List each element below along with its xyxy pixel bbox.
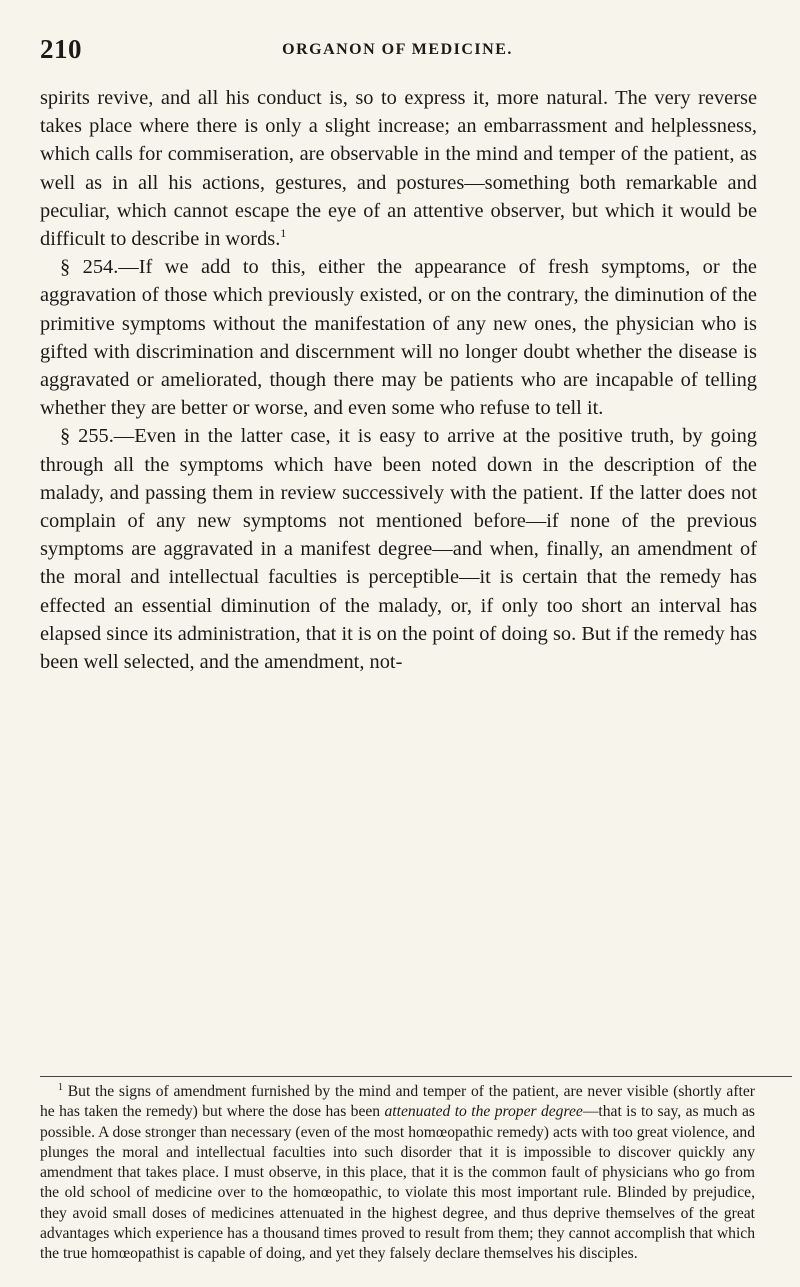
- footnote-mark: 1: [58, 1081, 63, 1093]
- page-header: [40, 34, 755, 64]
- footnote-text-start: But the signs of amendment furnished by the mind and temper of the patient, are never visible (shortly after he has taken the remedy) but where the dose has been: [40, 1083, 755, 1121]
- paragraph-section-254: § 254.—If we add to this, either the appearance of fresh symptoms, or the aggravation of those which previously existed, or on the contrary, the diminution of the primitive symptoms without the manifestation of any new ones, the physician who is gifted with discrimination and discernment will no longer doubt whether the disease is aggravated or ameliorated, though there may be patients who are incapable of telling whether they are better or worse, and even some who refuse to tell it.: [40, 256, 757, 420]
- paragraph-continuation: [40, 84, 757, 253]
- running-head: ORGANON OF MEDICINE.: [282, 41, 513, 58]
- paragraph-section-255: § 255.—Even in the latter case, it is easy to arrive at the positive truth, by going through all the symptoms which have been noted down in the description of the malady, and passing them in review successively with the patient. If the latter does not complain of any new symptoms not mentioned before—if none of the previous symptoms are aggravated in a manifest degree—and when, finally, an amendment of the moral and intellectual faculties is perceptible—it is certain that the remedy has effected an essential diminution of the malady, or, if only too short an interval has elapsed since its administration, that it is on the point of doing so. But if the remedy has been well selected, and the amendment, not-: [40, 425, 757, 674]
- page-number: 210: [40, 34, 82, 64]
- footnote-text-end: —that is to say, as much as possible. A dose stronger than necessary (even of the most homœopathic remedy) acts with too great violence, and plunges the moral and intellectual faculties into such disorder that it is impossible to discover quickly any amendment that takes place. I must observe, in this place, that it is the common fault of physicians who go from the old school of medicine over to the homœopathic, to violate this most important rule. Blinded by prejudice, they avoid small doses of medicines attenuated in the highest degree, and thus deprive themselves of the great advantages which experience has a thousand times proved to result from them; they cannot accomplish that which the true homœopathist is capable of doing, and yet they falsely declare themselves his disciples.: [40, 1103, 755, 1263]
- body-text: [40, 84, 757, 676]
- paragraph-text: spirits revive, and all his conduct is, so to express it, more natural. The very reverse takes place where there is only a slight increase; an embarrassment and helplessness, which calls for commiseration, are observable in the mind and temper of the patient, as well as in all his actions, gestures, and postures—something both remarkable and peculiar, which cannot escape the eye of an attentive observer, but which it would be difficult to describe in words.: [40, 87, 757, 251]
- footnote-emphasis: attenuated to the proper degree: [384, 1103, 583, 1121]
- footnote: [40, 1082, 755, 1265]
- footnote-reference: 1: [280, 226, 287, 241]
- footnote-divider: [40, 1076, 792, 1077]
